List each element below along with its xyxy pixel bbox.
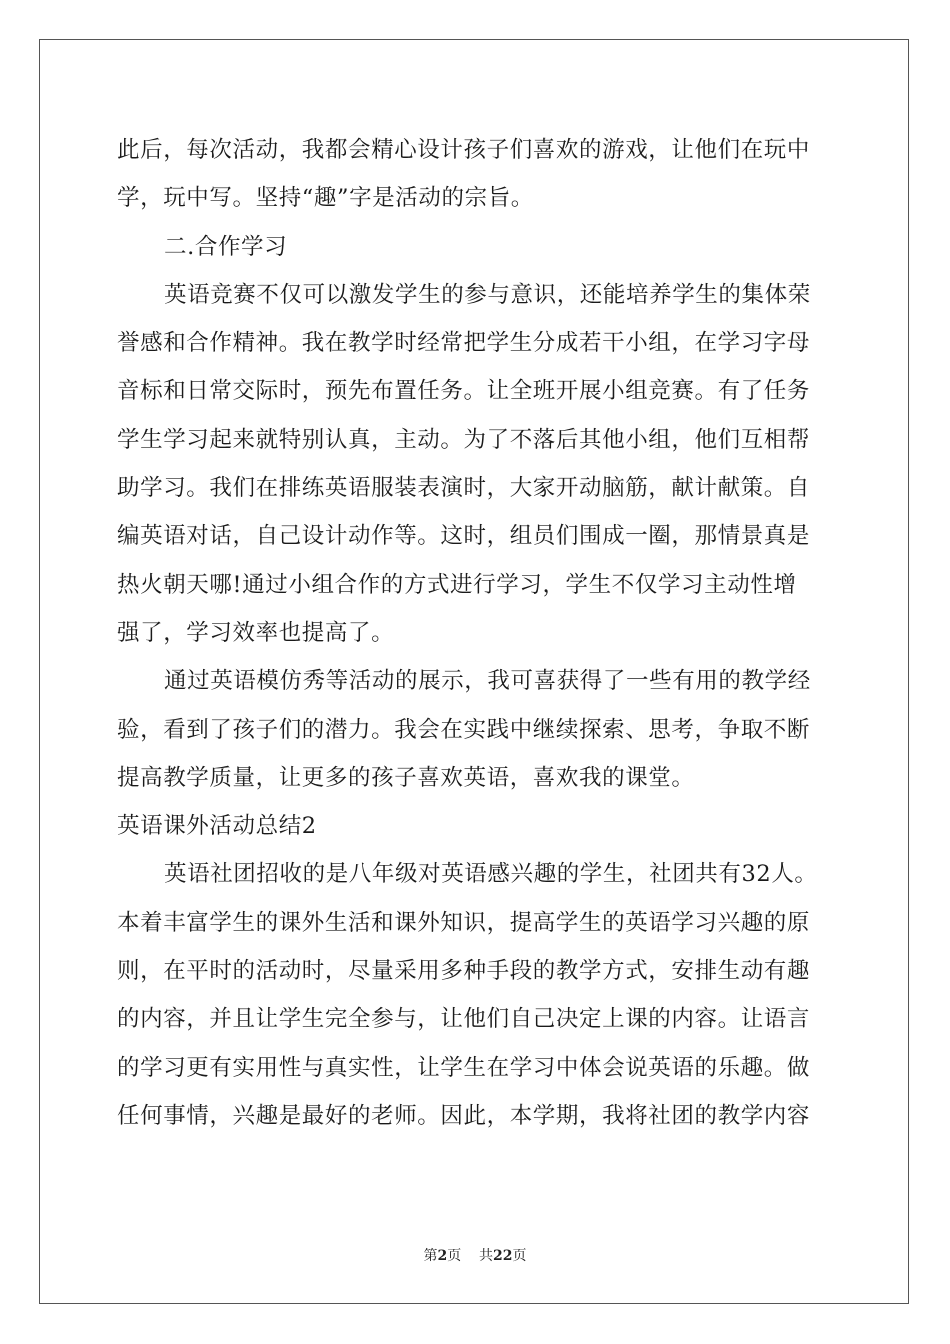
text-line-7: 学生学习起来就特别认真，主动。为了不落后其他小组，他们互相帮	[117, 426, 811, 453]
text-line-2: 学，玩中写。坚持“趣”字是活动的宗旨。	[117, 185, 534, 212]
document-body	[117, 126, 837, 1140]
page-number: 2	[437, 1248, 448, 1264]
text-line-10: 热火朝天哪!通过小组合作的方式进行学习，学生不仅学习主动性增	[117, 571, 797, 598]
text-line-19: 的内容，并且让学生完全参与，让他们自己决定上课的内容。让语言	[117, 1006, 811, 1033]
text-line-11: 强了，学习效率也提高了。	[117, 619, 395, 646]
text-line-16: 英语社团招收的是八年级对英语感兴趣的学生，社团共有32人。	[164, 861, 818, 888]
section-heading-cooperative-learning: 二.合作学习	[164, 233, 288, 260]
total-pages: 22	[493, 1248, 513, 1264]
text-line-1: 此后，每次活动，我都会精心设计孩子们喜欢的游戏，让他们在玩中	[117, 137, 811, 163]
text-line-20: 的学习更有实用性与真实性，让学生在学习中体会说英语的乐趣。做	[117, 1054, 811, 1081]
total-prefix: 共	[479, 1248, 494, 1264]
total-suffix: 页	[512, 1248, 527, 1264]
text-line-14: 提高教学质量，让更多的孩子喜欢英语，喜欢我的课堂。	[117, 764, 695, 791]
text-line-9: 编英语对话，自己设计动作等。这时，组员们围成一圈，那情景真是	[117, 523, 811, 550]
page-suffix: 页	[447, 1248, 462, 1264]
page-footer	[0, 1247, 950, 1265]
page-prefix: 第	[423, 1248, 438, 1264]
text-line-18: 则，在平时的活动时，尽量采用多种手段的教学方式，安排生动有趣	[117, 958, 811, 985]
text-line-21: 任何事情，兴趣是最好的老师。因此，本学期，我将社团的教学内容	[117, 1102, 811, 1129]
text-line-5: 誉感和合作精神。我在教学时经常把学生分成若干小组，在学习字母	[117, 330, 811, 357]
text-line-4: 英语竞赛不仅可以激发学生的参与意识，还能培养学生的集体荣	[164, 281, 811, 308]
text-line-12: 通过英语模仿秀等活动的展示，我可喜获得了一些有用的教学经	[164, 668, 811, 695]
text-line-6: 音标和日常交际时，预先布置任务。让全班开展小组竞赛。有了任务	[117, 378, 811, 405]
text-line-8: 助学习。我们在排练英语服装表演时，大家开动脑筋，献计献策。自	[117, 475, 811, 502]
text-line-13: 验，看到了孩子们的潜力。我会在实践中继续探索、思考，争取不断	[117, 716, 811, 743]
section-title-summary-2: 英语课外活动总结2	[117, 813, 317, 840]
text-line-17: 本着丰富学生的课外生活和课外知识，提高学生的英语学习兴趣的原	[117, 909, 811, 936]
